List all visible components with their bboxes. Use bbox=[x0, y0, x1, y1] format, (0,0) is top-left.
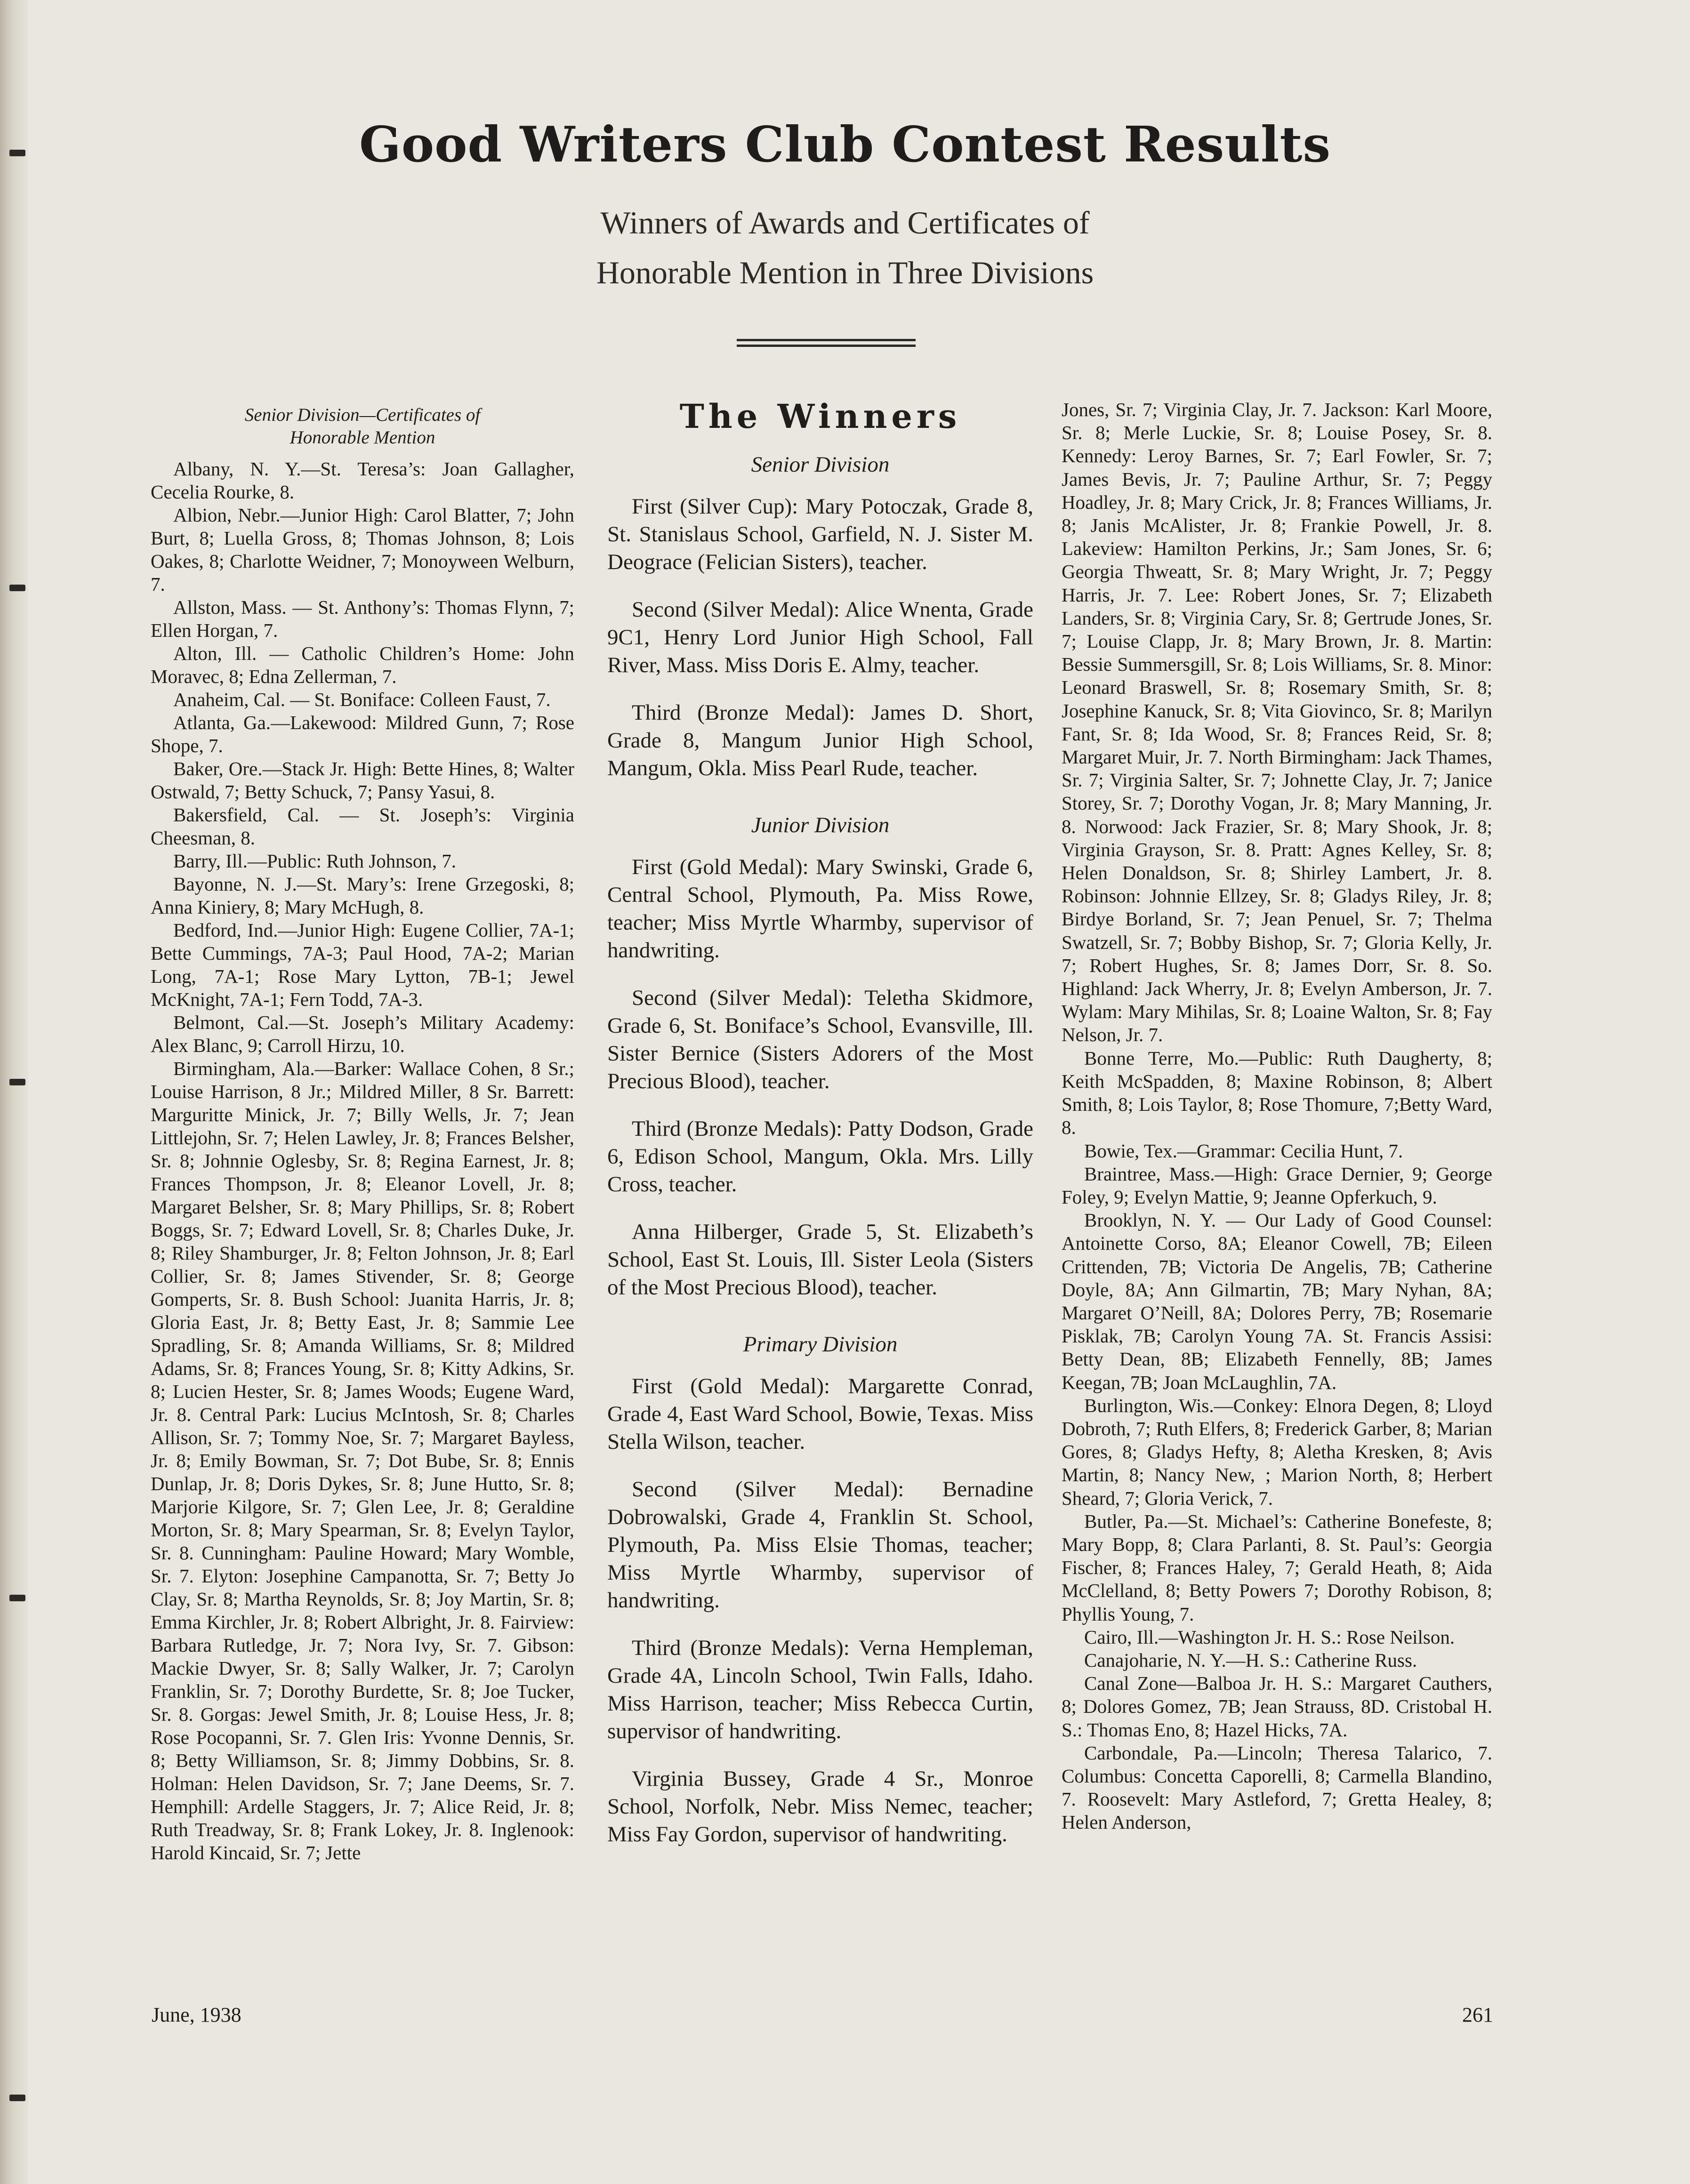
middle-column bbox=[607, 397, 1033, 1868]
award-entry: Anna Hilberger, Grade 5, St. Elizabeth’s School, East St. Louis, Ill. Sister Leola (Sisters of the Most Precious Blood), teacher. bbox=[607, 1220, 1033, 1300]
award-entry: Third (Bronze Medals): Verna Hempleman, Grade 4A, Lincoln School, Twin Falls, Idaho. Miss Harrison, teacher; Miss Rebecca Curtin, supervisor of handwriting. bbox=[607, 1636, 1033, 1743]
binding-hole bbox=[9, 1595, 25, 1601]
binding-hole bbox=[9, 1079, 25, 1085]
entry: Braintree, Mass.—High: Grace Dernier, 9; George Foley, 9; Evelyn Mattie, 9; Jeanne Opferkuch, 9. bbox=[1062, 1163, 1492, 1208]
title-rule-bottom bbox=[737, 345, 916, 347]
primary-division-heading: Primary Division bbox=[743, 1332, 898, 1357]
senior-division-heading: Senior Division bbox=[751, 452, 890, 477]
entry: Burlington, Wis.—Conkey: Elnora Degen, 8; Lloyd Dobroth, 7; Ruth Elfers, 8; Frederick Garber, 8; Marian Gores, 8; Gladys Hefty, 8; Aletha Kresken, 8; Avis Martin, 8; Nancy New, ; Marion North, 8; Herbert Sheard, 7; Gloria Verick, 7. bbox=[1062, 1394, 1492, 1509]
entry: Bakersfield, Cal. — St. Joseph’s: Virginia Cheesman, 8. bbox=[151, 804, 574, 849]
footer-date: June, 1938 bbox=[152, 2003, 241, 2026]
entry: Birmingham, Ala.—Barker: Wallace Cohen, 8 Sr.; Louise Harrison, 8 Jr.; Mildred Miller, 8 Sr. Barrett: Marguritte Minick, Jr. 7; Billy Wells, Jr. 7; Jean Littlejohn, Sr. 7; Helen Lawley, Jr. 8; Frances Belsher, Sr. 8; Johnnie Oglesby, Sr. 8; Regina Earnest, Jr. 8; Frances Thompson, Jr. 8; Eleanor Lovell, Jr. 8; Margaret Belsher, Sr. 8; Mary Phillips, Sr. 8; Robert Boggs, Sr. 7; Edward Lovell, Sr. 8; Charles Duke, Jr. 8; Riley Shamburger, Jr. 8; Felton Johnson, Jr. 8; Earl Collier, Sr. 8; James Stivender, Sr. 8; George Gomperts, Sr. 8. Bush School: Juanita Harris, Jr. 8; Gloria East, Jr. 8; Betty East, Jr. 8; Sammie Lee Spradling, Sr. 8; Amanda Williams, Sr. 8; Mildred Adams, Sr. 8; Frances Young, Sr. 8; Kitty Adkins, Sr. 8; Lucien Hester, Sr. 8; James Woods; Eugene Ward, Jr. 8. Central Park: Lucius McIntosh, Sr. 8; Charles Allison, Sr. 7; Tommy Noe, Sr. 7; Margaret Bayless, Jr. 8; Emily Bowman, Sr. 7; Dot Bube, Sr. 8; Ennis Dunlap, Jr. 8; Doris Dykes, Sr. 8; June Hutto, Sr. 8; Marjorie Kilgore, Sr. 7; Glen Lee, Jr. 8; Geraldine Morton, Sr. 8; Mary Spearman, Sr. 8; Evelyn Taylor, Sr. 8. Cunningham: Pauline Howard; Mary Womble, Sr. 7. Elyton: Josephine Campanotta, Sr. 7; Betty Jo Clay, Sr. 8; Martha Reynolds, Sr. 8; Joy Martin, Sr. 8; Emma Kirchler, Jr. 8; Robert Albright, Jr. 8. Fairview: Barbara Rutledge, Jr. 7; Nora Ivy, Sr. 7. Gibson: Mackie Dwyer, Sr. 8; Sally Walker, Jr. 7; Carolyn Franklin, Sr. 7; Dorothy Burdette, Sr. 8; Joe Tucker, Sr. 8. Gorgas: Jewel Smith, Jr. 8; Louise Hess, Jr. 8; Rose Pocopanni, Sr. 7. Glen Iris: Yvonne Dennis, Sr. 8; Betty Williamson, Sr. 8; Jimmy Dobbins, Sr. 8. Holman: Helen Davidson, Sr. 7; Jane Deems, Sr. 7. Hemphill: Ardelle Staggers, Jr. 7; Alice Reid, Jr. 8; Ruth Treadway, Sr. 8; Frank Lokey, Jr. 8. Inglenook: Harold Kincaid, Sr. 7; Jette bbox=[151, 1058, 574, 1863]
subtitle-line-1: Winners of Awards and Certificates of bbox=[600, 205, 1090, 241]
entry: Carbondale, Pa.—Lincoln; Theresa Talarico, 7. Columbus: Concetta Caporelli, 8; Carmella Blandino, 7. Roosevelt: Mary Astleford, 7; Gretta Healey, 8; Helen Anderson, bbox=[1062, 1742, 1492, 1833]
entry: Belmont, Cal.—St. Joseph’s Military Academy: Alex Blanc, 9; Carroll Hirzu, 10. bbox=[151, 1012, 574, 1056]
award-entry: Second (Silver Medal): Teletha Skidmore, Grade 6, St. Boniface’s School, Evansville, Ill. Sister Bernice (Sisters Adorers of the Most Precious Blood), teacher. bbox=[607, 986, 1033, 1093]
entry: Canal Zone—Balboa Jr. H. S.: Margaret Cauthers, 8; Dolores Gomez, 7B; Jean Strauss, 8D. Cristobal H. S.: Thomas Eno, 8; Hazel Hicks, 7A. bbox=[1062, 1672, 1492, 1741]
binding-edge bbox=[0, 0, 28, 2184]
page-number: 261 bbox=[1462, 2003, 1493, 2026]
left-column bbox=[151, 404, 574, 1864]
entry: Brooklyn, N. Y. — Our Lady of Good Counsel: Antoinette Corso, 8A; Eleanor Cowell, 7B; Eileen Crittenden, 7B; Victoria De Angelis, 7B; Catherine Doyle, 8A; Ann Gilmartin, 7B; Mary Nyhan, 8A; Margaret O’Neill, 8A; Dolores Perry, 7B; Rosemarie Pisklak, 7B; Carolyn Young 7A. St. Francis Assisi: Betty Dean, 8B; Elizabeth Fennelly, 8B; James Keegan, 7B; Joan McLaughlin, 7A. bbox=[1062, 1209, 1492, 1393]
binding-hole bbox=[9, 2095, 25, 2101]
entry: Allston, Mass. — St. Anthony’s: Thomas Flynn, 7; Ellen Horgan, 7. bbox=[151, 596, 574, 641]
award-entry: First (Silver Cup): Mary Potoczak, Grade 8, St. Stanislaus School, Garfield, N. J. Sister M. Deograce (Felician Sisters), teacher. bbox=[607, 494, 1033, 574]
entry: Bowie, Tex.—Grammar: Cecilia Hunt, 7. bbox=[1084, 1140, 1403, 1162]
award-entry: Second (Silver Medal): Alice Wnenta, Grade 9C1, Henry Lord Junior High School, Fall River, Mass. Miss Doris E. Almy, teacher. bbox=[607, 597, 1033, 677]
entry: Bayonne, N. J.—St. Mary’s: Irene Grzegoski, 8; Anna Kiniery, 8; Mary McHugh, 8. bbox=[151, 873, 574, 918]
title-rule-top bbox=[737, 339, 916, 341]
entry: Atlanta, Ga.—Lakewood: Mildred Gunn, 7; Rose Shope, 7. bbox=[151, 712, 574, 756]
winners-heading: The Winners bbox=[679, 397, 961, 436]
award-entry: Third (Bronze Medals): Patty Dodson, Grade 6, Edison School, Mangum, Okla. Mrs. Lilly Cross, teacher. bbox=[607, 1116, 1033, 1196]
page-subtitle bbox=[0, 198, 1690, 297]
senior-certificates-heading bbox=[151, 404, 574, 449]
entry: Jones, Sr. 7; Virginia Clay, Jr. 7. Jackson: Karl Moore, Sr. 8; Merle Luckie, Sr. 8; Louise Posey, Sr. 8. Kennedy: Leroy Barnes, Sr. 7; Earl Fowler, Sr. 7; James Bevis, Jr. 7; Pauline Arthur, Sr. 7; Peggy Hoadley, Jr. 8; Mary Crick, Jr. 8; Frances Williams, Jr. 8; Janis McAlister, Jr. 8; Frankie Powell, Jr. 8. Lakeview: Hamilton Perkins, Jr.; Sam Jones, Sr. 6; Georgia Thweatt, Sr. 8; Mary Wright, Jr. 7; Peggy Harris, Jr. 7. Lee: Robert Jones, Sr. 7; Elizabeth Landers, Sr. 8; Virginia Cary, Sr. 8; Gertrude Jones, Sr. 7; Louise Clapp, Jr. 8; Mary Brown, Jr. 8. Martin: Bessie Summersgill, Sr. 8; Lois Williams, Sr. 8. Minor: Leonard Braswell, Sr. 8; Rosemary Smith, Sr. 8; Josephine Kanuck, Sr. 8; Vita Giovinco, Sr. 8; Marilyn Fant, Sr. 8; Ida Wood, Sr. 8; Frances Reid, Sr. 8; Margaret Muir, Jr. 7. North Birmingham: Jack Thames, Sr. 7; Virginia Salter, Sr. 7; Johnette Clay, Jr. 7; Janice Storey, Sr. 7; Dorothy Vogan, Jr. 8; Mary Manning, Jr. 8. Norwood: Jack Frazier, Sr. 8; Mary Shook, Jr. 8; Virginia Grayson, Sr. 8. Pratt: Agnes Kelley, Sr. 8; Helen Donaldson, Sr. 8; Shirley Lambert, Jr. 8. Robinson: Johnnie Ellzey, Sr. 8; Gladys Riley, Jr. 8; Birdye Borland, Sr. 7; Jean Penuel, Sr. 7; Thelma Swatzell, Sr. 7; Bobby Bishop, Sr. 7; Gloria Kelly, Jr. 7; Robert Hughes, Sr. 8; James Dorr, Sr. 8. So. Highland: Jack Wherry, Jr. 8; Evelyn Amberson, Jr. 7. Wylam: Mary Mihilas, Sr. 8; Loaine Walton, Sr. 8; Fay Nelson, Jr. 7. bbox=[1062, 399, 1492, 1046]
entry: Bonne Terre, Mo.—Public: Ruth Daugherty, 8; Keith McSpadden, 8; Maxine Robinson, 8; Albert Smith, 8; Lois Taylor, 8; Rose Thomure, 7;Betty Ward, 8. bbox=[1062, 1047, 1492, 1139]
entry: Anaheim, Cal. — St. Boniface: Colleen Faust, 7. bbox=[173, 689, 551, 710]
entry: Bedford, Ind.—Junior High: Eugene Collier, 7A-1; Bette Cummings, 7A-3; Paul Hood, 7A-2; Marian Long, 7A-1; Rose Mary Lytton, 7B-1; Jewel McKnight, 7A-1; Fern Todd, 7A-3. bbox=[151, 919, 574, 1010]
entry: Butler, Pa.—St. Michael’s: Catherine Bonefeste, 8; Mary Bopp, 8; Clara Parlanti, 8. St. Paul’s: Georgia Fischer, 8; Frances Haley, 7; Gerald Heath, 8; Aida McClelland, 8; Betty Powers 7; Dorothy Robison, 8; Phyllis Young, 7. bbox=[1062, 1510, 1492, 1625]
binding-hole bbox=[9, 585, 25, 591]
award-entry: First (Gold Medal): Mary Swinski, Grade 6, Central School, Plymouth, Pa. Miss Rowe, teacher; Miss Myrtle Wharmby, supervisor of handwriting. bbox=[607, 855, 1033, 963]
entry: Albany, N. Y.—St. Teresa’s: Joan Gallagher, Cecelia Rourke, 8. bbox=[151, 458, 574, 503]
entry: Baker, Ore.—Stack Jr. High: Bette Hines, 8; Walter Ostwald, 7; Betty Schuck, 7; Pansy Yasui, 8. bbox=[151, 758, 574, 803]
heading-line-1: Senior Division—Certificates of bbox=[244, 405, 481, 425]
heading-line-2: Honorable Mention bbox=[290, 427, 435, 448]
award-entry: Second (Silver Medal): Bernadine Dobrowalski, Grade 4, Franklin St. School, Plymouth, Pa. Miss Elsie Thomas, teacher; Miss Myrtle Wharmby, supervisor of handwriting. bbox=[607, 1477, 1033, 1613]
entry: Alton, Ill. — Catholic Children’s Home: John Moravec, 8; Edna Zellerman, 7. bbox=[151, 642, 574, 687]
entry: Albion, Nebr.—Junior High: Carol Blatter, 7; John Burt, 8; Luella Gross, 8; Thomas Johnson, 8; Lois Oakes, 8; Charlotte Weidner, 7; Monoyween Welburn, 7. bbox=[151, 504, 574, 595]
right-column bbox=[1062, 398, 1492, 1834]
entry: Cairo, Ill.—Washington Jr. H. S.: Rose Neilson. bbox=[1084, 1626, 1455, 1648]
award-entry: Virginia Bussey, Grade 4 Sr., Monroe School, Norfolk, Nebr. Miss Nemec, teacher; Miss Fay Gordon, supervisor of handwriting. bbox=[607, 1766, 1033, 1847]
junior-division-heading: Junior Division bbox=[751, 813, 890, 837]
subtitle-line-2: Honorable Mention in Three Divisions bbox=[596, 255, 1094, 290]
award-entry: First (Gold Medal): Margarette Conrad, Grade 4, East Ward School, Bowie, Texas. Miss Stella Wilson, teacher. bbox=[607, 1374, 1033, 1454]
entry: Canajoharie, N. Y.—H. S.: Catherine Russ. bbox=[1084, 1649, 1417, 1671]
entry: Barry, Ill.—Public: Ruth Johnson, 7. bbox=[173, 850, 456, 872]
page-title: Good Writers Club Contest Results bbox=[359, 115, 1331, 173]
award-entry: Third (Bronze Medal): James D. Short, Grade 8, Mangum Junior High School, Mangum, Okla. Miss Pearl Rude, teacher. bbox=[607, 700, 1033, 780]
